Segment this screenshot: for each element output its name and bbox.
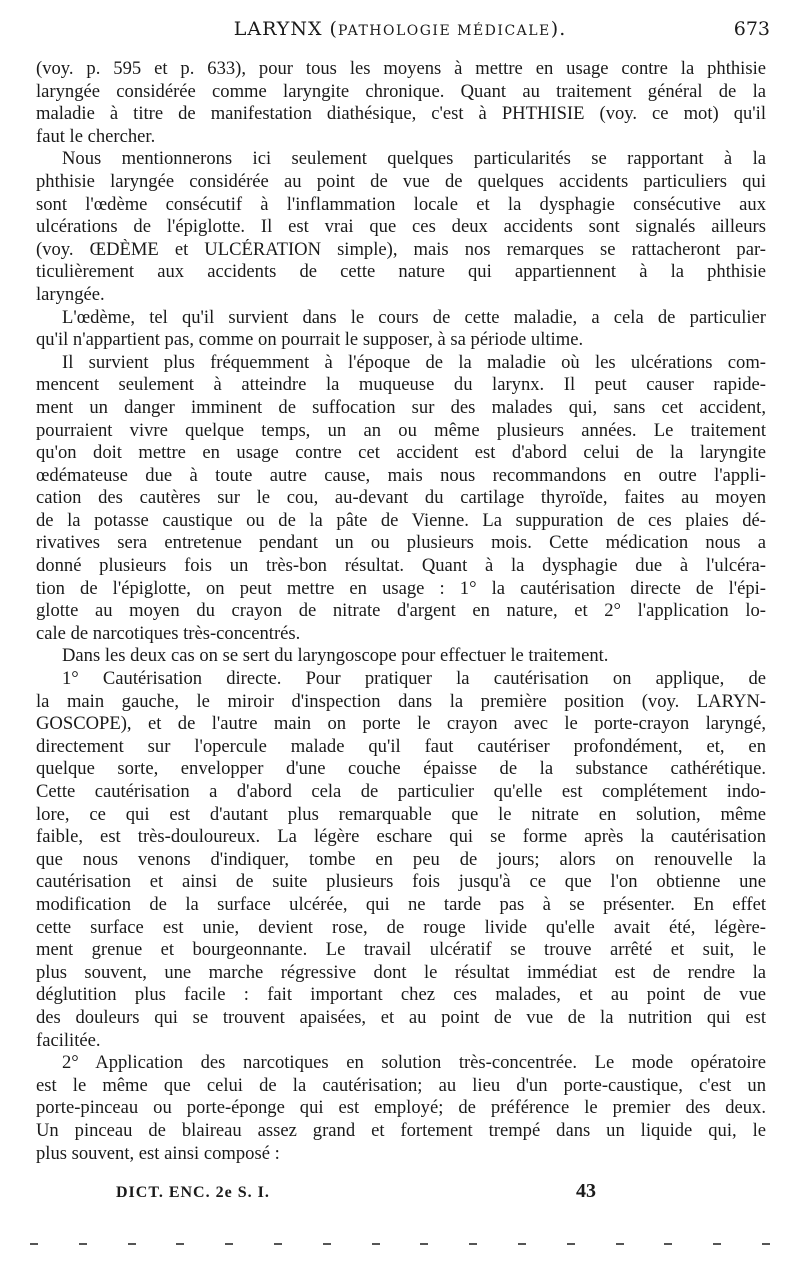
text-line: ment grenue et bourgeonnante. Le travail ulcératif se trouve arrêté et suit, le — [36, 939, 766, 961]
text-line: Dans les deux cas on se sert du laryngoscope pour effectuer le traitement. — [62, 645, 609, 667]
text-line: glotte au moyen du crayon de nitrate d'argent en nature, et 2° l'application lo- — [36, 600, 766, 622]
text-line: laryngée considérée comme laryngite chronique. Quant au traitement général de la — [36, 80, 766, 102]
sheet-number: 43 — [576, 1180, 596, 1202]
running-title — [30, 18, 770, 40]
text-line: qu'il n'appartient pas, comme on pourrait le supposer, à sa période ultime. — [36, 329, 584, 351]
text-line: cale de narcotiques très-concentrés. — [36, 622, 301, 644]
text-line: la main gauche, le miroir d'inspection dans la première position (voy. LARYN- — [36, 690, 766, 712]
text-line: plus souvent, une marche régressive dont le résultat immédiat est de rendre la — [36, 961, 766, 983]
rule-dash — [176, 1243, 184, 1245]
text-line: plus souvent, est ainsi composé : — [36, 1142, 280, 1164]
page-number: 673 — [733, 18, 770, 40]
running-header — [30, 18, 770, 46]
text-line: faible, est très-douloureux. La légère eschare qui se forme après la cautérisation — [36, 826, 766, 848]
text-line: quelque sorte, envelopper d'une couche épaisse de la substance cathérétique. — [36, 758, 766, 780]
text-line: donné plusieurs fois un très-bon résultat. Quant à la dysphagie due à l'ulcéra- — [36, 555, 766, 577]
rule-dash — [128, 1243, 136, 1245]
text-line: que nous venons d'indiquer, tombe en peu de jours; alors on renouvelle la — [36, 848, 766, 870]
text-line: tion de l'épiglotte, on peut mettre en usage : 1° la cautérisation directe de l'épi- — [36, 577, 766, 599]
rule-dash — [567, 1243, 575, 1245]
rule-dash — [713, 1243, 721, 1245]
text-line: rivatives sera entretenue pendant un ou plusieurs mois. Cette médication nous a — [36, 532, 766, 554]
rule-dash — [469, 1243, 477, 1245]
text-line: directement sur l'opercule malade qu'il faut cautériser profondément, et, en — [36, 735, 766, 757]
rule-dash — [664, 1243, 672, 1245]
text-line: déglutition plus facile : fait important chez ces malades, et au point de vue — [36, 984, 766, 1006]
text-line: modification de la surface ulcérée, qui ne tarde pas à se présenter. En effet — [36, 893, 766, 915]
text-line: de la potasse caustique ou de la pâte de Vienne. La suppuration de ces plaies dé- — [36, 509, 766, 531]
text-line: Un pinceau de blaireau assez grand et fortement trempé dans un liquide qui, le — [36, 1119, 766, 1141]
article-body — [36, 58, 766, 1165]
text-line: est le même que celui de la cautérisation; au lieu d'un porte-caustique, c'est un — [36, 1074, 766, 1096]
text-line: porte-pinceau ou porte-éponge qui est employé; de préférence le premier des deux. — [36, 1097, 766, 1119]
rule-dash — [323, 1243, 331, 1245]
text-line: (voy. ŒDÈME et ULCÉRATION simple), mais nos remarques se rattacheront par- — [36, 238, 766, 260]
text-line: Il survient plus fréquemment à l'époque de la maladie où les ulcérations com- — [62, 351, 766, 373]
title-end: ). — [550, 18, 567, 40]
text-line: (voy. p. 595 et p. 633), pour tous les moyens à mettre en usage contre la phthisie — [36, 58, 766, 79]
title-subject: PATHOLOGIE MÉDICALE — [337, 23, 551, 39]
text-line: pourraient vivre quelque temps, un an ou même plusieurs années. Le traitement — [36, 419, 766, 441]
title-main: LARYNX ( — [233, 18, 338, 40]
text-line: ticulièrement aux accidents de cette nature qui appartiennent à la phthisie — [36, 261, 766, 283]
text-line: Nous mentionnerons ici seulement quelques particularités se rapportant à la — [62, 148, 766, 170]
rule-dash — [274, 1243, 282, 1245]
text-line: cette surface est unie, devient rose, de rouge livide qu'elle avait été, légère- — [36, 916, 766, 938]
text-line: mencent seulement à atteindre la muqueuse du larynx. Il peut causer rapide- — [36, 374, 766, 396]
text-line: œdémateuse due à toute autre cause, mais nous recommandons en outre l'appli- — [36, 464, 766, 486]
page-footer — [36, 1180, 766, 1206]
text-line: des douleurs qui se trouvent apaisées, et au point de vue de la nutrition qui est — [36, 1006, 766, 1028]
rule-dash — [518, 1243, 526, 1245]
text-line: L'œdème, tel qu'il survient dans le cours de cette maladie, a cela de particulier — [62, 306, 766, 328]
text-line: qu'on doit mettre en usage contre cet accident est d'abord celui de la laryngite — [36, 442, 766, 464]
text-line: phthisie laryngée considérée au point de vue de quelques accidents particuliers qui — [36, 170, 766, 192]
rule-dash — [616, 1243, 624, 1245]
printer-signature: DICT. ENC. 2e S. I. — [116, 1184, 270, 1201]
text-line: cautérisation et ainsi de suite plusieurs fois jusqu'à ce que l'on obtienne une — [36, 871, 766, 893]
text-line: GOSCOPE), et de l'autre main on porte le crayon avec le porte-crayon laryngé, — [36, 713, 766, 735]
text-line: cation des cautères sur le cou, au-devant du cartilage thyroïde, faites au moyen — [36, 487, 766, 509]
text-line: lore, ce qui est d'autant plus remarquable que le nitrate en solution, même — [36, 803, 766, 825]
text-line: laryngée. — [36, 283, 105, 305]
rule-dash — [30, 1243, 38, 1245]
text-line: maladie à titre de manifestation diathésique, c'est à PHTHISIE (voy. ce mot) qu'il — [36, 103, 766, 125]
text-line: Cette cautérisation a d'abord cela de particulier qu'elle est complétement indo- — [36, 781, 766, 802]
text-line: ment un danger imminent de suffocation sur des malades qui, sans cet accident, — [36, 396, 766, 418]
text-line: facilitée. — [36, 1029, 101, 1051]
rule-dash — [372, 1243, 380, 1245]
text-line: faut le chercher. — [36, 125, 156, 147]
rule-dash — [79, 1243, 87, 1245]
bottom-rule — [30, 1243, 770, 1247]
rule-dash — [420, 1243, 428, 1245]
text-line: sont l'œdème consécutif à l'inflammation locale et la dysphagie consécutive aux — [36, 193, 766, 215]
text-line: 1° Cautérisation directe. Pour pratiquer la cautérisation on applique, de — [62, 668, 766, 690]
text-line: 2° Application des narcotiques en solution très-concentrée. Le mode opératoire — [62, 1052, 766, 1074]
text-line: ulcérations de l'épiglotte. Il est vrai que ces deux accidents sont signalés ailleurs — [36, 216, 766, 238]
rule-dash — [225, 1243, 233, 1245]
rule-dash — [762, 1243, 770, 1245]
